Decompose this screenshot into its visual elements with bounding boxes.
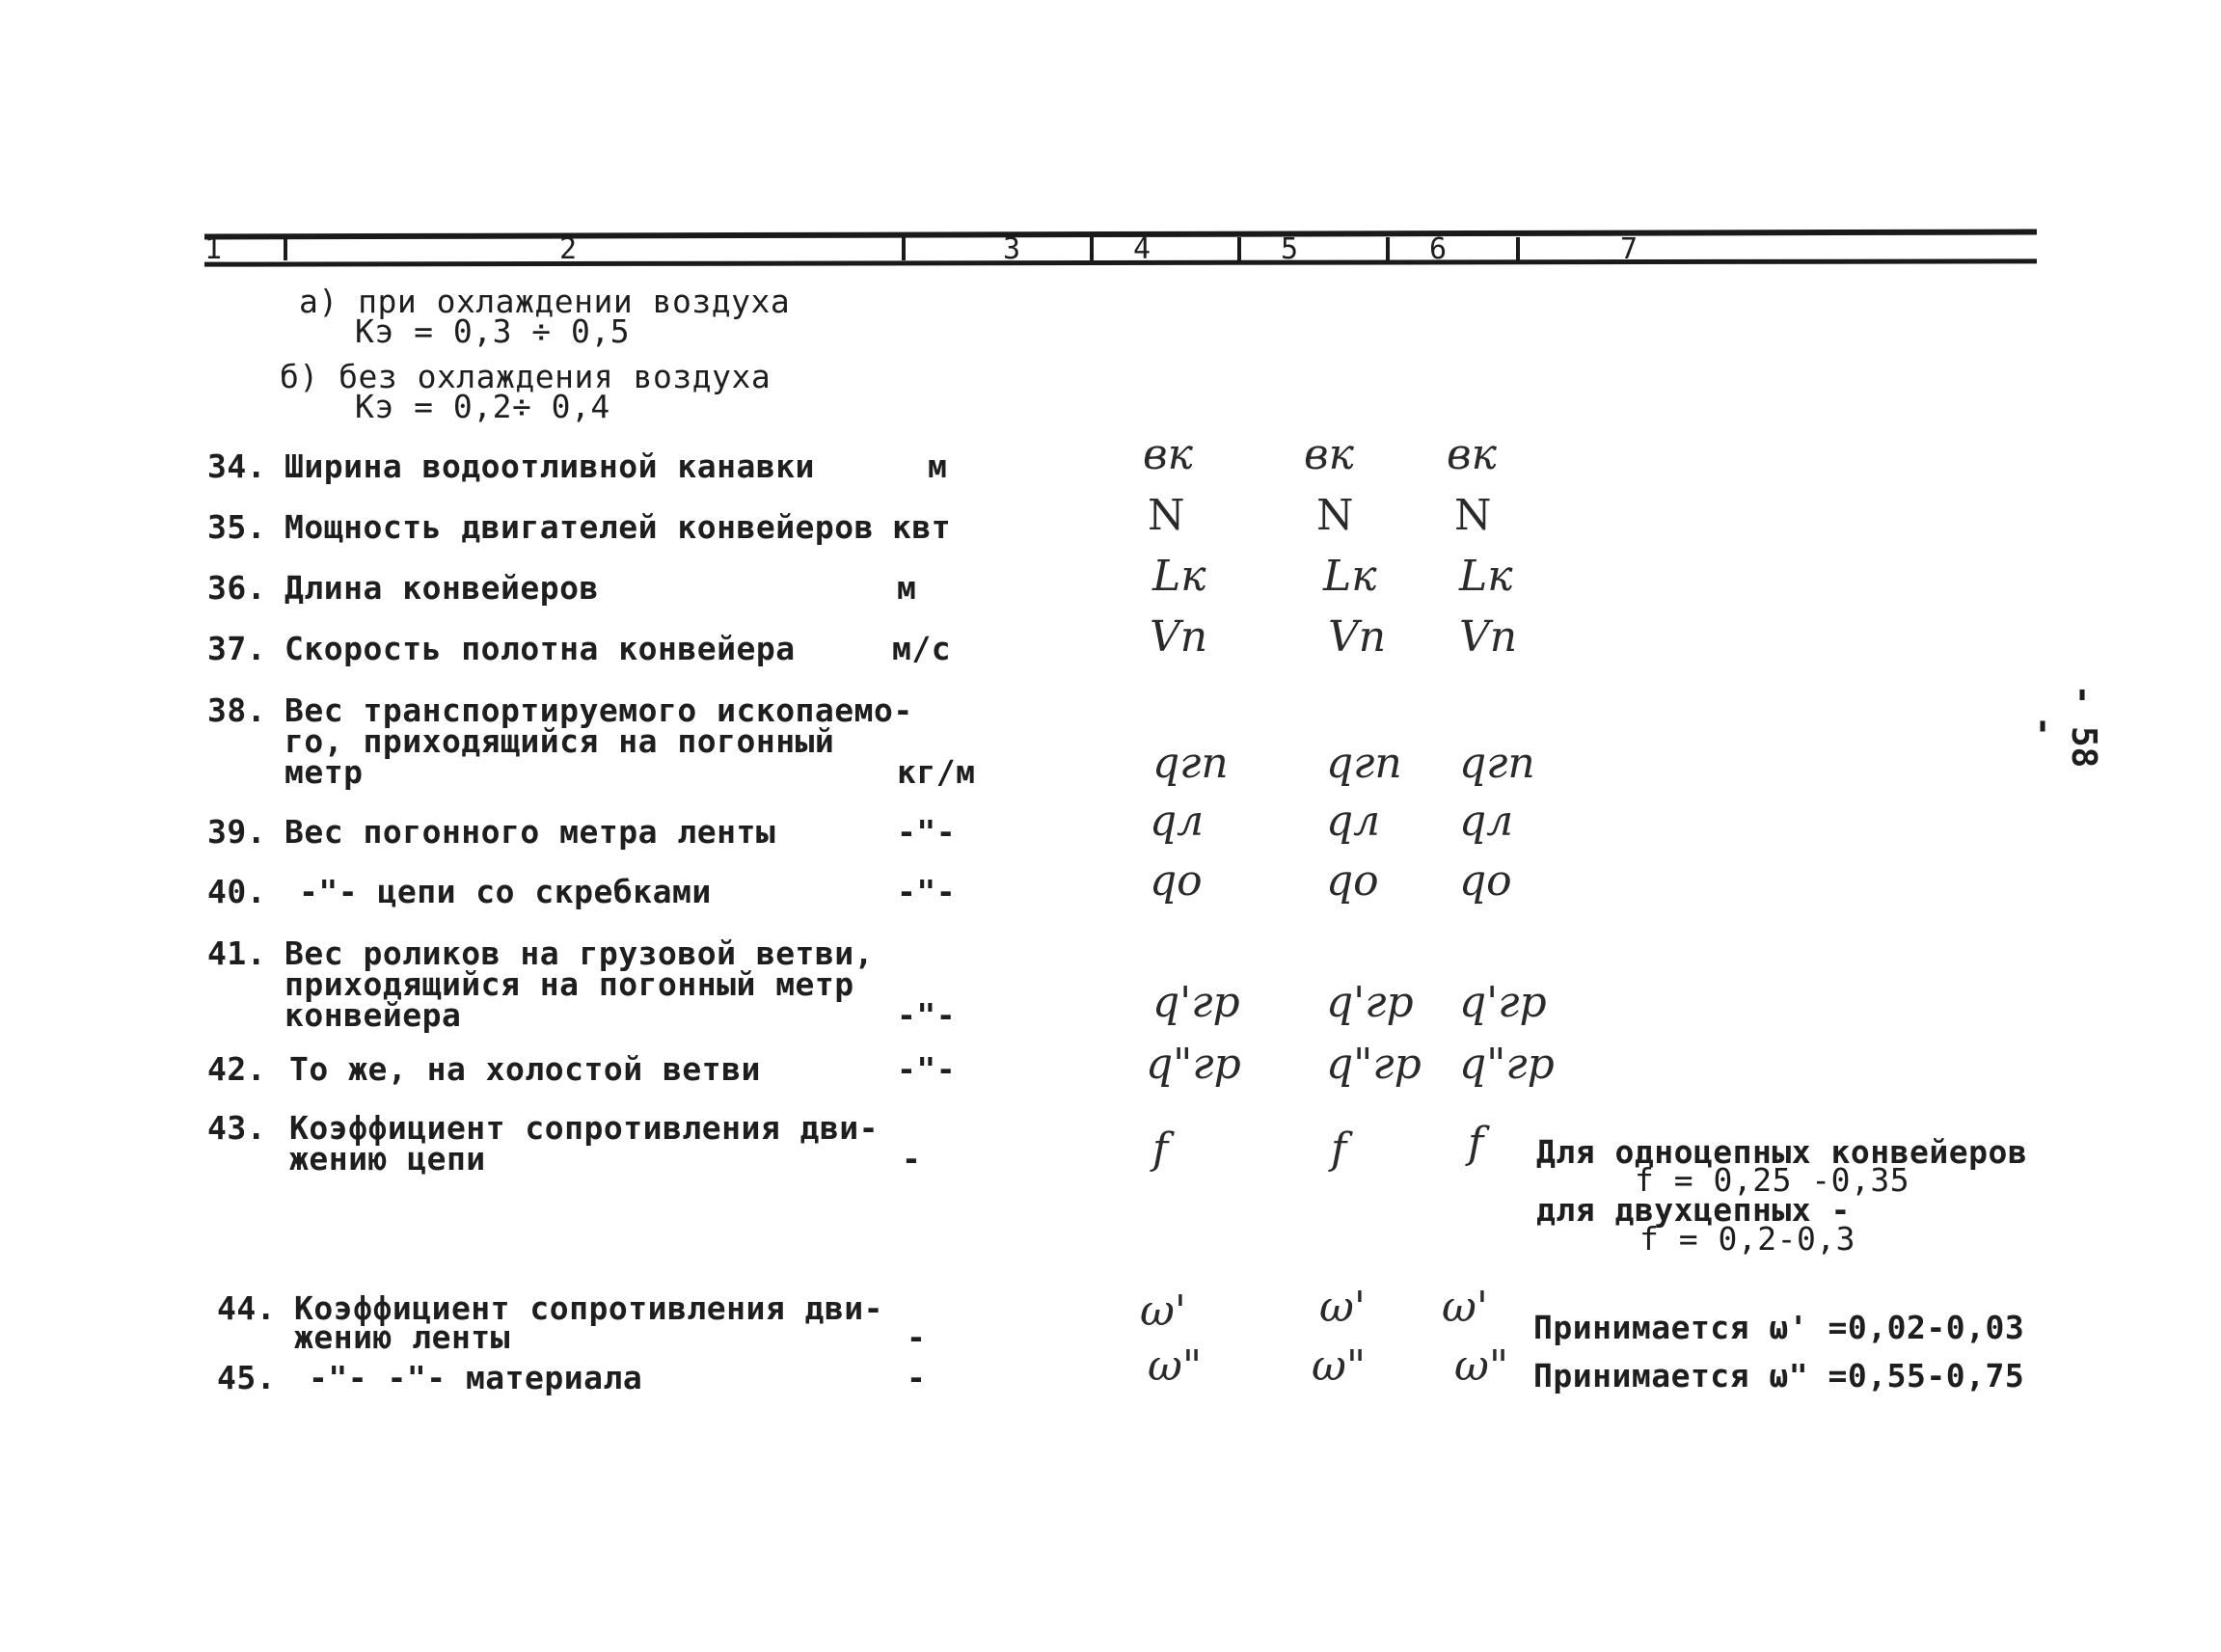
row-unit: кг/м (897, 753, 976, 791)
intro-a-formula: Кэ = 0,3 ÷ 0,5 (355, 312, 631, 350)
row-number: 42. (207, 1050, 267, 1088)
row-symbol: Lк (1459, 552, 1513, 601)
row-text: -"- -"- материала (309, 1359, 643, 1396)
row-symbol: ω" (1148, 1341, 1203, 1391)
row-text: Длина конвейеров (284, 569, 599, 607)
row-unit: квт (892, 508, 952, 546)
row-symbol: Lк (1152, 552, 1206, 601)
row-symbol: ω' (1319, 1283, 1366, 1332)
row-unit: -"- (897, 813, 957, 851)
header-divider (1090, 237, 1094, 260)
row-unit: -"- (897, 996, 957, 1034)
row-text: конвейера (284, 996, 462, 1034)
row-text: Мощность двигателей конвейеров (284, 508, 875, 546)
row-symbol: Vп (1459, 612, 1518, 662)
row-symbol: N (1148, 491, 1185, 540)
header-col-2: 2 (559, 232, 578, 266)
row-number: 43. (207, 1109, 267, 1147)
row-text: метр (284, 753, 364, 791)
row-symbol: вк (1304, 430, 1354, 479)
row-symbol: q'гр (1152, 978, 1240, 1027)
row-number: 40. (207, 873, 267, 910)
row-symbol: ω" (1454, 1341, 1509, 1391)
row-number: 34. (207, 447, 267, 485)
row-symbol: Vп (1150, 612, 1208, 662)
note-43-line: Для одноцепных конвейеров (1536, 1133, 2028, 1171)
row-symbol: вк (1447, 430, 1497, 479)
row-symbol: q'гр (1459, 978, 1547, 1027)
row-text: Коэффициент сопротивления дви- (289, 1109, 880, 1147)
header-top-rule (204, 230, 2037, 240)
header-col-4: 4 (1133, 232, 1151, 266)
note-43-line: f = 0,25 -0,35 (1635, 1161, 1910, 1199)
row-unit: - (907, 1318, 927, 1356)
row-symbol: f (1468, 1119, 1484, 1168)
header-col-7: 7 (1620, 232, 1639, 266)
row-symbol: qл (1150, 797, 1205, 846)
row-text: Ширина водоотливной канавки (284, 447, 815, 485)
row-unit: - (907, 1359, 927, 1396)
note-44: Принимается ω' =0,02-0,03 (1533, 1309, 2025, 1346)
intro-b-formula: Кэ = 0,2÷ 0,4 (355, 388, 610, 425)
row-symbol: qо (1326, 856, 1379, 906)
row-number: 37. (207, 630, 267, 667)
row-text: Скорость полотна конвейера (284, 630, 796, 667)
row-symbol: qо (1150, 856, 1203, 906)
note-43-line: для двухцепных - (1536, 1191, 1851, 1229)
row-text: Коэффициент сопротивления дви- (294, 1289, 884, 1327)
row-symbol: N (1454, 491, 1492, 540)
row-unit: -"- (897, 873, 957, 910)
row-unit: м/с (892, 630, 952, 667)
row-number: 44. (217, 1289, 277, 1327)
row-symbol: ω' (1140, 1286, 1186, 1336)
header-col-6: 6 (1429, 232, 1448, 266)
row-unit: - (902, 1140, 922, 1178)
row-text: Вес роликов на грузовой ветви, (284, 934, 875, 972)
row-text: жению ленты (294, 1318, 511, 1356)
header-divider (284, 237, 287, 260)
row-text: жению цепи (289, 1140, 486, 1178)
row-symbol: qл (1326, 797, 1381, 846)
header-col-1: 1 (204, 232, 223, 266)
row-text: Вес погонного метра ленты (284, 813, 776, 851)
row-symbol: q"гр (1326, 1040, 1422, 1089)
row-symbol: Lк (1323, 552, 1377, 601)
header-bottom-rule (204, 258, 2037, 266)
row-text: То же, на холостой ветви (289, 1050, 761, 1088)
row-number: 35. (207, 508, 267, 546)
row-symbol: q"гр (1146, 1040, 1241, 1089)
row-symbol: ω" (1312, 1341, 1367, 1391)
header-divider (1386, 237, 1390, 260)
note-43-line: f = 0,2-0,3 (1639, 1220, 1856, 1258)
row-symbol: Vп (1328, 612, 1387, 662)
row-text: го, приходящийся на погонный (284, 722, 835, 760)
row-number: 36. (207, 569, 267, 607)
row-symbol: qгп (1152, 739, 1229, 788)
row-text: -"- цепи со скребками (299, 873, 712, 910)
row-unit: м (928, 447, 948, 485)
row-unit: м (897, 569, 917, 607)
row-symbol: q'гр (1326, 978, 1414, 1027)
row-symbol: вк (1143, 430, 1193, 479)
row-symbol: qо (1459, 856, 1512, 906)
row-symbol: N (1316, 491, 1354, 540)
row-symbol: qл (1459, 797, 1514, 846)
header-col-5: 5 (1281, 232, 1299, 266)
row-symbol: ω' (1442, 1283, 1488, 1332)
header-col-3: 3 (1003, 232, 1021, 266)
note-45: Принимается ω" =0,55-0,75 (1533, 1357, 2025, 1395)
header-divider (1237, 237, 1241, 260)
row-number: 41. (207, 934, 267, 972)
row-text: Вес транспортируемого ископаемо- (284, 691, 913, 729)
row-number: 38. (207, 691, 267, 729)
row-symbol: f (1331, 1124, 1347, 1174)
intro-b-label: б) без охлаждения воздуха (280, 358, 772, 395)
row-symbol: qгп (1459, 739, 1535, 788)
row-symbol: f (1152, 1124, 1169, 1174)
header-divider (1516, 237, 1520, 260)
row-symbol: qгп (1326, 739, 1402, 788)
row-symbol: q"гр (1459, 1040, 1555, 1089)
row-number: 39. (207, 813, 267, 851)
page-number: - 58 - (2024, 684, 2103, 769)
intro-a-label: а) при охлаждении воздуха (299, 283, 791, 320)
row-number: 45. (217, 1359, 277, 1396)
header-divider (902, 237, 906, 260)
row-text: приходящийся на погонный метр (284, 965, 854, 1003)
row-unit: -"- (897, 1050, 957, 1088)
